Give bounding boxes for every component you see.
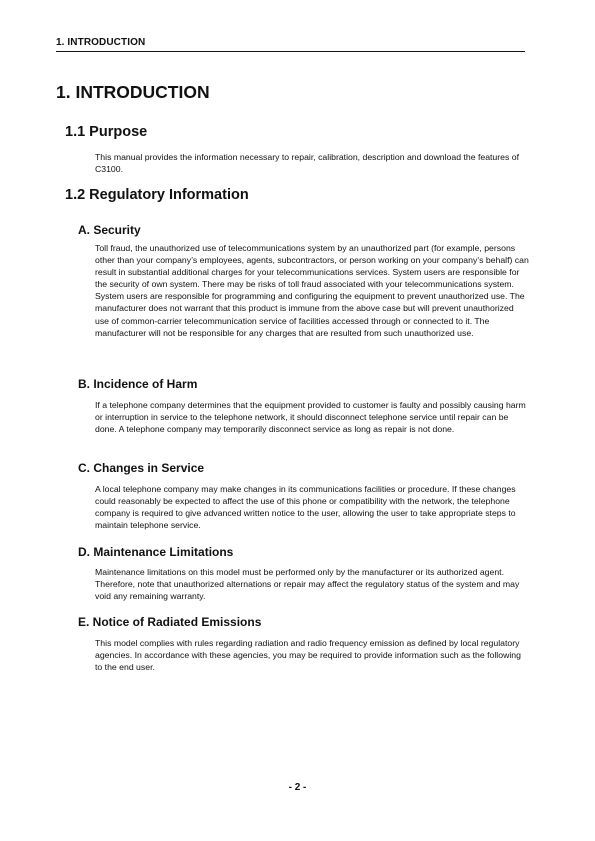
maintenance-paragraph: Maintenance limitations on this model must be performed only by the manufacturer or its authorized agent. Therefore, note that unauthorized alternations or repair may affect the regulatory status of the system and may void any remaining warranty.: [95, 567, 520, 602]
changes-paragraph: A local telephone company may make changes in its communications facilities or procedure. If these changes could reasonably be expected to affect the use of this phone or compatibility with the network, the telephone company is required to give advanced written notice to the user, allowing the user to take appropriate steps to maintain telephone service.: [95, 484, 516, 531]
section-heading-regulatory: 1.2 Regulatory Information: [65, 187, 249, 203]
subheading-security: A. Security: [78, 223, 141, 237]
purpose-paragraph: This manual provides the information necessary to repair, calibration, description and download the features of C3100.: [95, 152, 519, 175]
subheading-changes-in-service: C. Changes in Service: [78, 461, 205, 475]
harm-paragraph: If a telephone company determines that the equipment provided to customer is faulty and possibly causing harm or interruption in service to the telephone network, it should disconnect telephone service until repair can be done. A telephone company may temporarily disconnect service as long as repair is not done.: [95, 400, 526, 435]
subheading-radiated-emissions: E. Notice of Radiated Emissions: [78, 615, 262, 629]
chapter-title: 1. INTRODUCTION: [56, 82, 210, 102]
section-heading-purpose: 1.1 Purpose: [65, 124, 148, 140]
subheading-maintenance-limitations: D. Maintenance Limitations: [78, 545, 234, 559]
running-header: 1. INTRODUCTION: [56, 37, 146, 48]
header-divider: [56, 51, 525, 52]
page-number: - 2 -: [288, 782, 307, 793]
subheading-incidence-of-harm: B. Incidence of Harm: [78, 377, 198, 391]
security-paragraph: Toll fraud, the unauthorized use of telecommunications system by an unauthorized part (for example, persons other than your company’s employees, agents, subcontractors, or person working on your company’s behalf) can result in substantial additional charges for your telecommunications services. System users are responsible for the security of own system. There may be risks of toll fraud associated with your telecommunications system. System users are responsible for programming and configuring the equipment to prevent unauthorized use. The manufacturer does not warrant that this product is immune from the above case but will prevent unauthorized use of common-carrier telecommunication service of facilities accessed through or connected to it. The manufacturer will not be responsible for any charges that are resulted from such unauthorized use.: [95, 243, 529, 338]
emissions-paragraph: This model complies with rules regarding radiation and radio frequency emission as defined by local regulatory agencies. In accordance with these agencies, you may be required to provide information such as the following to the end user.: [95, 638, 521, 673]
